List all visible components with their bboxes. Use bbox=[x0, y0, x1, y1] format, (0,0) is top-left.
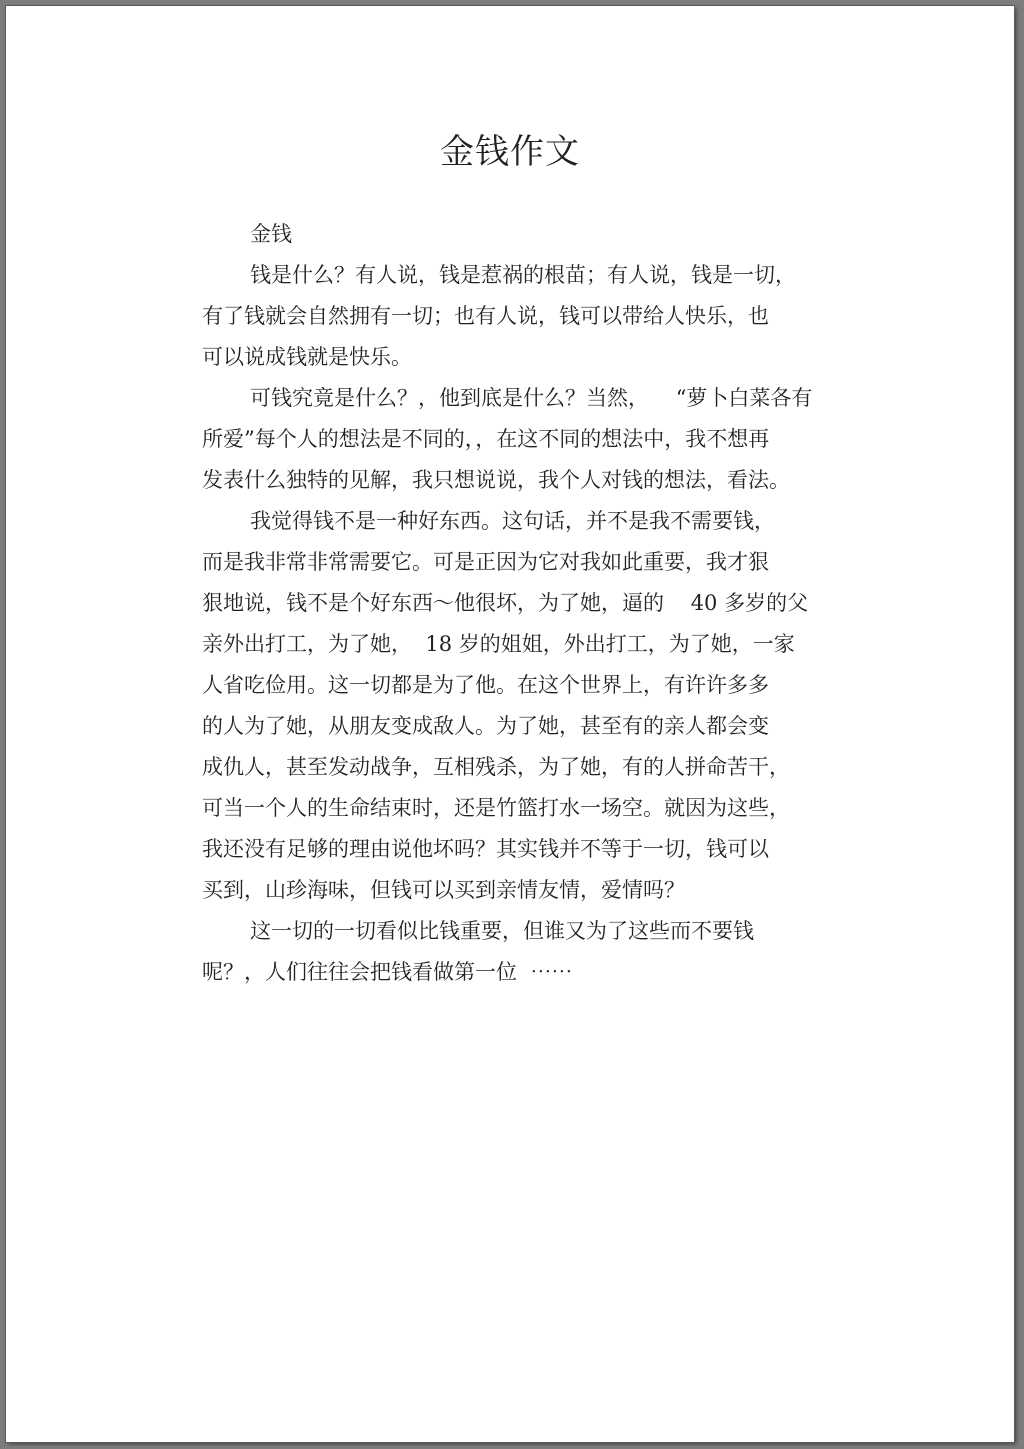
text-line: 发表什么独特的见解，我只想说说，我个人对钱的想法，看法。 bbox=[202, 468, 790, 492]
document-title: 金钱作文 bbox=[440, 132, 580, 172]
text-line: 人省吃俭用。这一切都是为了他。在这个世界上，有许许多多 bbox=[202, 673, 769, 697]
text-line: 买到，山珍海味，但钱可以买到亲情友情，爱情吗？ bbox=[202, 878, 685, 902]
text-line: 呢？，人们往往会把钱看做第一位 ⋯⋯ bbox=[202, 960, 573, 984]
text-line: 我还没有足够的理由说他坏吗？其实钱并不等于一切，钱可以 bbox=[202, 837, 769, 861]
text-line: 这一切的一切看似比钱重要，但谁又为了这些而不要钱 bbox=[250, 919, 754, 943]
text-line: 的人为了她，从朋友变成敌人。为了她，甚至有的亲人都会变 bbox=[202, 714, 769, 738]
text-line: 我觉得钱不是一种好东西。这句话，并不是我不需要钱， bbox=[250, 509, 775, 533]
text-line: 可钱究竟是什么？，他到底是什么？当然， “萝卜白菜各有 bbox=[250, 386, 813, 410]
text-line: 亲外出打工，为了她， 18 岁的姐姐，外出打工，为了她，一家 bbox=[202, 632, 795, 656]
text-line: 可以说成钱就是快乐。 bbox=[202, 345, 412, 369]
text-line: 金钱 bbox=[250, 222, 292, 246]
text-line: 狠地说，钱不是个好东西～他很坏，为了她，逼的 40 多岁的父 bbox=[202, 591, 809, 615]
text-line: 有了钱就会自然拥有一切；也有人说，钱可以带给人快乐，也 bbox=[202, 304, 769, 328]
text-line: 而是我非常非常需要它。可是正因为它对我如此重要，我才狠 bbox=[202, 550, 769, 574]
text-line: 所爱”每个人的想法是不同的，，在这不同的想法中，我不想再 bbox=[202, 427, 770, 451]
text-line: 可当一个人的生命结束时，还是竹篮打水一场空。就因为这些， bbox=[202, 796, 790, 820]
text-line: 钱是什么？有人说，钱是惹祸的根苗；有人说，钱是一切， bbox=[250, 263, 796, 287]
document-page bbox=[6, 6, 1014, 1442]
document-body bbox=[202, 214, 882, 993]
text-line: 成仇人，甚至发动战争，互相残杀，为了她，有的人拼命苦干， bbox=[202, 755, 790, 779]
